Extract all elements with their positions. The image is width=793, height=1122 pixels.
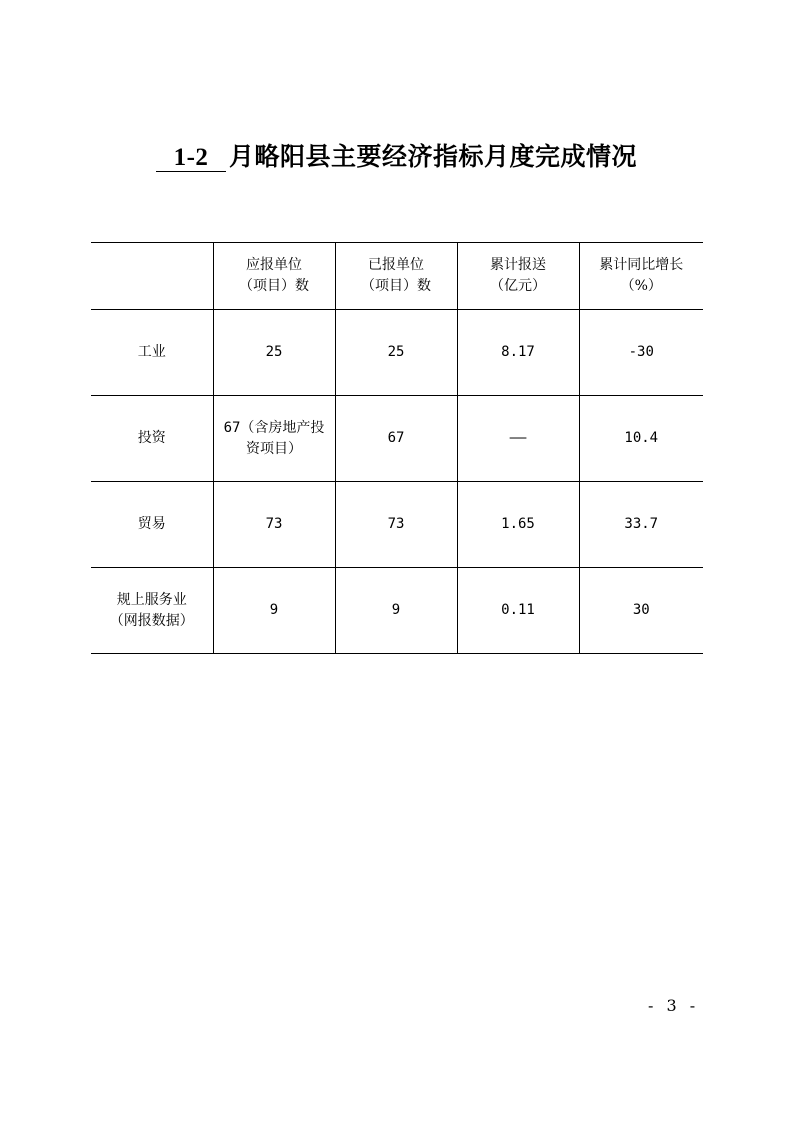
header-line: 已报单位 xyxy=(368,257,424,273)
header-line: （项目）数 xyxy=(239,278,309,294)
cumulative-cell: 8.17 xyxy=(457,310,579,396)
header-line: 累计报送 xyxy=(490,257,546,273)
header-line: （项目）数 xyxy=(361,278,431,294)
category-label: 规上服务业 xyxy=(116,591,187,608)
reported-units-cell: 73 xyxy=(335,482,457,568)
required-units-value: 67（含房地产投 xyxy=(223,419,325,436)
reported-units-cell: 25 xyxy=(335,310,457,396)
required-units-cell xyxy=(213,396,335,482)
yoy-growth-cell: 30 xyxy=(579,568,703,654)
table-row xyxy=(91,568,703,654)
title-text: 月略阳县主要经济指标月度完成情况 xyxy=(228,142,637,171)
yoy-growth-cell: 33.7 xyxy=(579,482,703,568)
header-category xyxy=(91,243,213,310)
row-category xyxy=(91,482,213,568)
category-label: 工业 xyxy=(137,344,166,360)
header-line: 累计同比增长 xyxy=(599,257,684,273)
header-reported-units xyxy=(335,243,457,310)
table-row xyxy=(91,310,703,396)
header-line: （%） xyxy=(620,278,662,294)
row-category xyxy=(91,310,213,396)
required-units-cell: 25 xyxy=(213,310,335,396)
page-number: - 3 - xyxy=(648,996,700,1015)
yoy-growth-cell: -30 xyxy=(579,310,703,396)
category-label: 投资 xyxy=(137,430,166,446)
cumulative-cell: 0.11 xyxy=(457,568,579,654)
header-required-units xyxy=(213,243,335,310)
cumulative-cell: —— xyxy=(457,396,579,482)
header-line: 应报单位 xyxy=(246,257,302,273)
table-header-row xyxy=(91,243,703,310)
required-units-cell: 9 xyxy=(213,568,335,654)
required-units-note: 资项目） xyxy=(246,440,302,457)
yoy-growth-cell: 10.4 xyxy=(579,396,703,482)
row-category xyxy=(91,396,213,482)
page-title xyxy=(0,142,793,172)
required-units-cell: 73 xyxy=(213,482,335,568)
title-period: 1-2 xyxy=(156,145,226,172)
table-row xyxy=(91,396,703,482)
category-label: 贸易 xyxy=(137,516,166,532)
row-category xyxy=(91,568,213,654)
header-yoy-growth xyxy=(579,243,703,310)
category-sublabel: （网报数据） xyxy=(109,612,194,629)
header-cumulative xyxy=(457,243,579,310)
reported-units-cell: 9 xyxy=(335,568,457,654)
table-row xyxy=(91,482,703,568)
header-line: （亿元） xyxy=(490,278,546,294)
cumulative-cell: 1.65 xyxy=(457,482,579,568)
reported-units-cell: 67 xyxy=(335,396,457,482)
economic-indicators-table xyxy=(91,242,703,654)
